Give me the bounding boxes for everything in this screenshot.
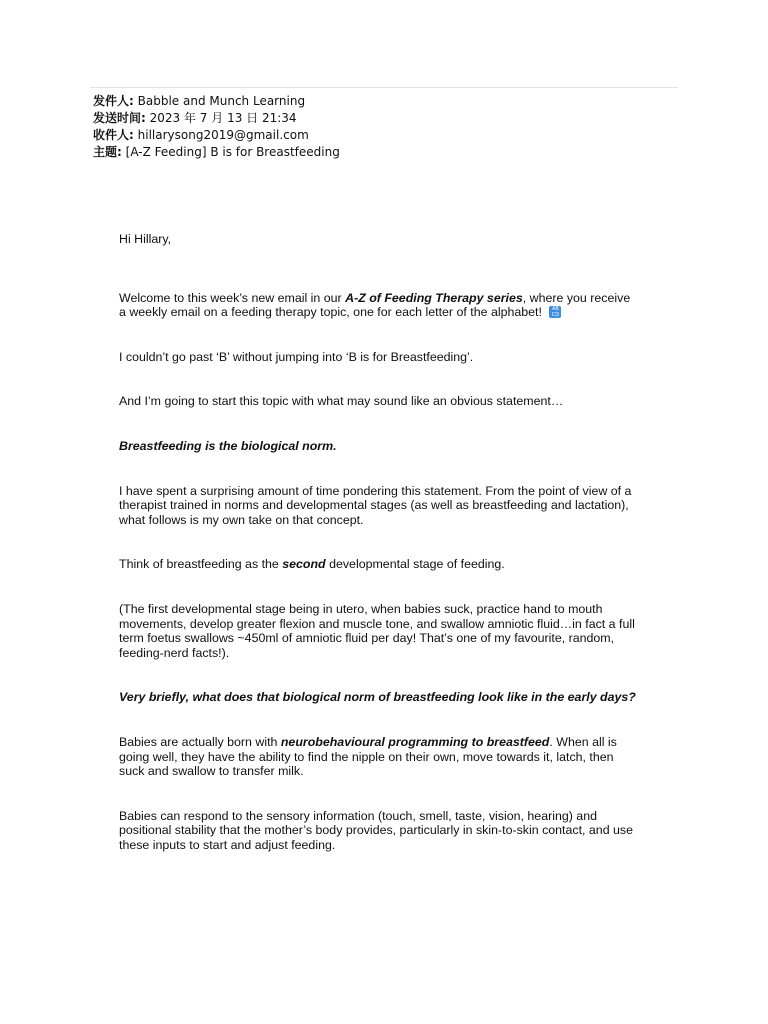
paragraph-pondering: I have spent a surprising amount of time pondering this statement. From the point of view of a therapist trained in norms and developmental stages (as well as breastfeeding and lactation), what follows is my own take on that concept.	[119, 483, 632, 527]
paragraph-b-letter: I couldn’t go past ‘B’ without jumping into ‘B is for Breastfeeding’.	[119, 349, 474, 364]
statement-heading: Breastfeeding is the biological norm.	[119, 438, 337, 453]
paragraph-first-stage: (The first developmental stage being in utero, when babies suck, practice hand to mouth movements, develop greater flexion and muscle tone, and swallow amniotic fluid…in fact a full term foetus swallows ~450ml of amniotic fluid per day! That’s one of my favourite, random, feeding-nerd facts!).	[119, 601, 635, 660]
abcd-emoji-top: AB	[551, 306, 559, 313]
to-row	[93, 127, 340, 144]
from-row	[93, 93, 340, 110]
sent-label: 发送时间:	[93, 111, 146, 125]
second-stage-emphasis: second	[282, 557, 326, 572]
to-value[interactable]: hillarysong2019@gmail.com	[137, 128, 309, 142]
neuro-emphasis: neurobehavioural programming to breastfeed	[280, 734, 550, 749]
neuro-text-end: . When all is going well, they have the ability to find the nipple on their own, move towards it, latch, then suck and swallow to transfer milk.	[119, 734, 617, 779]
from-label: 发件人:	[93, 94, 134, 108]
intro-text-end: , where you receive a weekly email on a feeding therapy topic, one for each letter of the alphabet!	[119, 290, 631, 320]
second-stage-end: developmental stage of feeding.	[325, 557, 505, 572]
abcd-emoji-bottom: CD	[551, 312, 560, 319]
question-heading: Very briefly, what does that biological norm of breastfeeding look like in the early days?	[119, 690, 636, 705]
from-value: Babble and Munch Learning	[137, 94, 306, 108]
subject-row	[93, 144, 340, 161]
subject-value: [A-Z Feeding] B is for Breastfeeding	[125, 145, 340, 159]
sent-value: 2023 年 7 月 13 日 21:34	[149, 111, 297, 125]
email-body	[119, 232, 639, 882]
paragraph-statement-lead: And I’m going to start this topic with what may sound like an obvious statement…	[119, 394, 564, 409]
intro-paragraph	[119, 291, 639, 320]
paragraph-sensory: Babies can respond to the sensory information (touch, smell, taste, vision, hearing) and positional stability that the mother’s body provides, particularly in skin-to-skin contact, and use these inputs to start and adjust feeding.	[119, 808, 634, 852]
second-stage-start: Think of breastfeeding as the	[119, 557, 283, 572]
paragraph-second-stage	[119, 557, 639, 572]
greeting: Hi Hillary,	[119, 232, 172, 246]
subject-label: 主题:	[93, 145, 122, 159]
intro-text-start: Welcome to this week’s new email in our	[119, 290, 346, 305]
to-label: 收件人:	[93, 128, 134, 142]
series-name: A-Z of Feeding Therapy series	[345, 290, 523, 305]
email-header	[93, 93, 340, 161]
abcd-emoji-icon	[549, 306, 561, 318]
header-divider	[90, 87, 678, 88]
sent-row	[93, 110, 340, 127]
neuro-text-start: Babies are actually born with	[119, 734, 281, 749]
paragraph-neurobehavioural	[119, 735, 639, 779]
